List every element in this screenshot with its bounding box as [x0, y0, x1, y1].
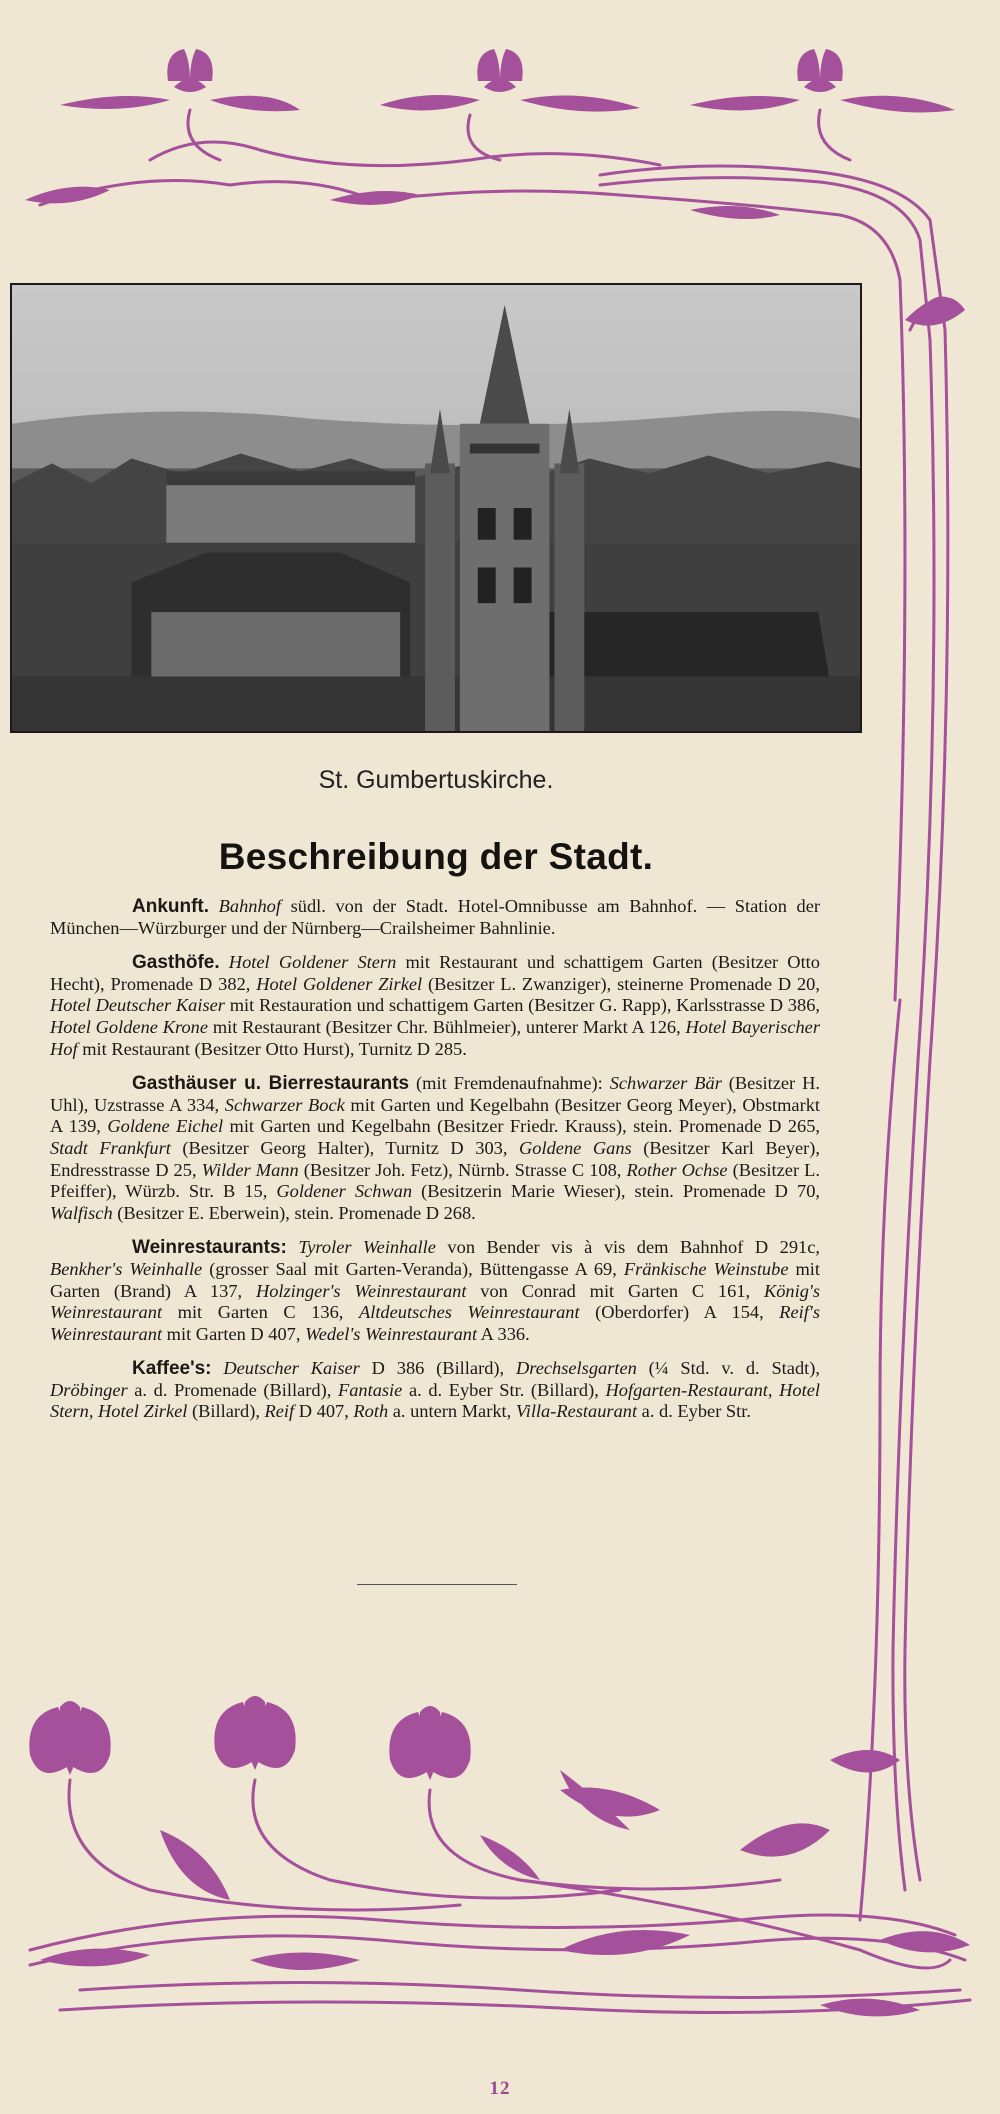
- establishment-name: Goldene Eichel: [107, 1116, 224, 1137]
- text-run: mit Garten und Kegelbahn (Besitzer Friedr. Krauss), stein. Promenade D 265,: [223, 1116, 820, 1137]
- paragraph: [50, 896, 820, 939]
- establishment-name: Hotel Goldener Zirkel: [256, 973, 423, 994]
- text-body: [50, 896, 820, 1436]
- establishment-name: Reif's Weinrestaurant: [50, 1302, 820, 1344]
- text-run: [220, 952, 229, 972]
- text-run: a. untern Markt,: [388, 1401, 516, 1422]
- paragraph-lead: Kaffee's:: [132, 1358, 212, 1380]
- establishment-name: Tyroler Weinhalle: [298, 1237, 436, 1258]
- establishment-name: Hotel Bayerischer Hof: [50, 1016, 821, 1059]
- establishment-name: Drechselsgarten: [515, 1358, 637, 1379]
- text-run: D 407,: [294, 1401, 354, 1422]
- establishment-name: Altdeutsches Weinrestaurant: [358, 1302, 580, 1323]
- establishment-name: Goldene Gans: [519, 1137, 632, 1158]
- text-run: [209, 896, 219, 916]
- text-run: [212, 1358, 224, 1378]
- establishment-name: Schwarzer Bär: [609, 1073, 722, 1094]
- text-run: (Oberdorfer) A 154,: [579, 1302, 780, 1323]
- page-number: 12: [489, 2078, 511, 2099]
- text-run: (Besitzer L. Zwanziger), steinerne Promenade D 20,: [422, 973, 820, 994]
- establishment-name: Benkher's Weinhalle: [50, 1258, 203, 1279]
- paragraph-lead: Weinrestaurants:: [132, 1237, 287, 1259]
- establishment-name: Hotel Goldene Krone: [50, 1016, 209, 1037]
- establishment-name: Deutscher Kaiser: [223, 1358, 360, 1379]
- establishment-name: Hotel Deutscher Kaiser: [50, 995, 225, 1016]
- paragraph-lead: Gasthäuser u. Bierrestaurants: [132, 1073, 410, 1095]
- establishment-name: Hotel Goldener Stern: [228, 952, 397, 973]
- text-run: (Besitzer H. Uhl), Uzstrasse A 334,: [50, 1073, 820, 1115]
- text-run: A 336.: [477, 1323, 530, 1344]
- establishment-name: Wilder Mann: [201, 1159, 299, 1180]
- establishment-name: Villa-Restaurant: [515, 1401, 638, 1422]
- text-run: (Besitzer Joh. Fetz), Nürnb. Strasse C 108,: [298, 1159, 627, 1180]
- text-run: (mit Fremdenaufnahme):: [409, 1073, 610, 1094]
- text-run: D 386 (Billard),: [359, 1358, 516, 1379]
- establishment-name: Fränkische Weinstube: [623, 1258, 789, 1279]
- text-run: mit Restauration und schattigem Garten (Besitzer G. Rapp), Karlsstrasse D 386,: [224, 995, 820, 1016]
- text-run: von Conrad mit Garten C 161,: [466, 1280, 764, 1301]
- text-run: a. d. Eyber Str.: [637, 1401, 751, 1422]
- text-run: [287, 1237, 299, 1257]
- text-run: a. d. Eyber Str. (Billard),: [402, 1379, 606, 1400]
- text-run: mit Garten C 136,: [162, 1302, 359, 1323]
- establishment-name: Dröbinger: [50, 1379, 128, 1400]
- text-run: mit Restaurant und schattigem Garten (Besitzer Otto Hecht), Promenade D 382,: [50, 952, 820, 994]
- text-run: (¼ Std. v. d. Stadt),: [636, 1358, 820, 1379]
- page-title: Beschreibung der Stadt.: [218, 836, 654, 877]
- establishment-name: Reif: [264, 1401, 295, 1422]
- paragraph: [50, 952, 820, 1060]
- text-run: mit Restaurant (Besitzer Chr. Bühlmeier), unterer Markt A 126,: [208, 1016, 686, 1037]
- text-run: mit Restaurant (Besitzer Otto Hurst), Turnitz D 285.: [77, 1038, 467, 1059]
- establishment-name: Hofgarten-Restaurant, Hotel Stern, Hotel Zirkel: [50, 1379, 820, 1422]
- establishment-name: Roth: [353, 1401, 389, 1422]
- text-run: (Besitzer Georg Halter), Turnitz D 303,: [170, 1137, 519, 1158]
- paragraph: [50, 1237, 820, 1345]
- text-run: (Billard),: [187, 1401, 265, 1422]
- establishment-name: Rother Ochse: [626, 1159, 728, 1180]
- text-run: mit Garten D 407,: [162, 1323, 306, 1344]
- establishment-name: Stadt Frankfurt: [50, 1137, 171, 1158]
- text-run: (Besitzer E. Eberwein), stein. Promenade D 268.: [112, 1202, 476, 1223]
- establishment-name: Schwarzer Bock: [224, 1094, 345, 1115]
- establishment-name: Goldener Schwan: [276, 1181, 413, 1202]
- establishment-name: König's Weinrestaurant: [50, 1280, 820, 1323]
- text-run: mit Garten und Kegelbahn (Besitzer Georg Meyer), Obstmarkt A 139,: [50, 1094, 821, 1137]
- establishment-name: Wedel's Weinrestaurant: [305, 1323, 478, 1344]
- establishment-name: Holzinger's Weinrestaurant: [255, 1280, 467, 1301]
- church-photograph: [10, 283, 862, 733]
- text-run: südl. von der Stadt. Hotel-Omnibusse am Bahnhof. — Station der München—Würzburger und der Nürnberg—Crailsheimer Bahnlinie.: [50, 896, 820, 938]
- text-run: (Besitzer Karl Beyer), Endresstrasse D 25,: [50, 1137, 821, 1180]
- establishment-name: Bahnhof: [218, 896, 281, 916]
- paragraph-lead: Ankunft.: [132, 896, 210, 917]
- paragraph: [50, 1073, 820, 1224]
- paragraph: [50, 1358, 820, 1423]
- establishment-name: Walfisch: [50, 1202, 113, 1223]
- text-run: a. d. Promenade (Billard),: [127, 1379, 338, 1400]
- text-run: (grosser Saal mit Garten-Veranda), Büttengasse A 69,: [202, 1258, 624, 1279]
- photo-caption: St. Gumbertuskirche.: [318, 766, 554, 794]
- text-run: (Besitzerin Marie Wieser), stein. Promenade D 70,: [412, 1181, 820, 1202]
- section-divider: [357, 1584, 517, 1585]
- text-run: mit Garten (Brand) A 137,: [50, 1258, 821, 1301]
- text-run: von Bender vis à vis dem Bahnhof D 291c,: [435, 1237, 820, 1258]
- establishment-name: Fantasie: [337, 1379, 403, 1400]
- paragraph-lead: Gasthöfe.: [132, 952, 220, 974]
- text-run: (Besitzer L. Pfeiffer), Würzb. Str. B 15,: [50, 1159, 820, 1202]
